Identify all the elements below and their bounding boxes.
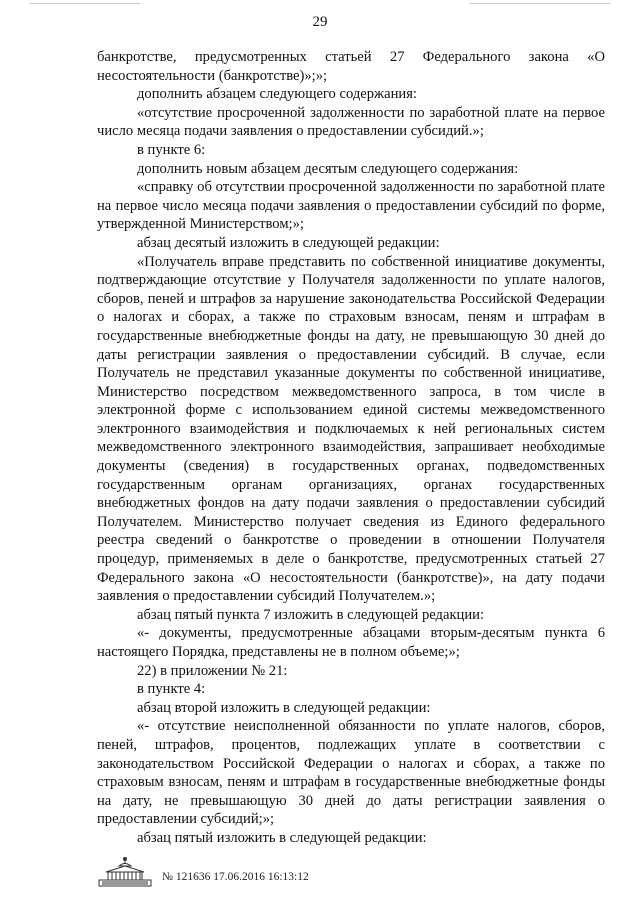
paragraph: 22) в приложении № 21: bbox=[137, 662, 288, 679]
paragraph: абзац пятый изложить в следующей редакции: bbox=[137, 829, 427, 846]
scan-artifact bbox=[470, 3, 610, 4]
government-building-icon bbox=[96, 856, 154, 890]
paragraph: «- отсутствие неисполненной обязанности по уплате налогов, сборов, пеней, штрафов, процентов, подлежащих уплате в соответствии с законодательством Российской Федерации о налогах и сборах, а также по страховым взносам, пеням и штрафам в государственные внебюджетные фонды на дату, не превышающую 30 дней до даты регистрации заявления о предоставлении субсидий;»; bbox=[97, 718, 605, 828]
paragraph: дополнить абзацем следующего содержания: bbox=[137, 86, 417, 103]
paragraph: «- документы, предусмотренные абзацами вторым-десятым пункта 6 настоящего Порядка, представлены не в полном объеме;»; bbox=[97, 625, 605, 660]
paragraph: банкротстве, предусмотренных статьей 27 Федерального закона «О несостоятельности (банкротстве)»;»; bbox=[97, 49, 605, 84]
paragraph: «Получатель вправе представить по собственной инициативе документы, подтверждающие отсутствие у Получателя задолженности по уплате налогов, сборов, пеней и штрафов за нарушение законодательства Российской Федерации о налогах и сборах, а также по страховым взносам, пеням и штрафам в государственные внебюджетные фонды на дату, не превышающую 30 дней до даты регистрации заявления о предоставлении субсидий. В случае, если Получатель не представил указанные документы по собственной инициативе, Министерство посредством межведомственного запроса, в том числе в электронной форме с использованием единой системы межведомственного электронного взаимодействия и подключаемых к ней региональных систем межведомственного электронного взаимодействия, запрашивает необходимые документы (сведения) в государственных органах, подведомственных государственным органам организациях, органах государственных внебюджетных фондов на дату подачи заявления о предоставлении субсидий Получателем. Министерство получает сведения из Единого федерального реестра сведений о банкротстве о проведении в отношении Получателя процедур, применяемых в деле о банкротстве, предусмотренных статьей 27 Федерального закона «О несостоятельности (банкротстве)», на дату подачи заявления о предоставлении субсидий Получателем.»; bbox=[97, 253, 605, 605]
document-footer bbox=[96, 856, 516, 892]
paragraph: «справку об отсутствии просроченной задолженности по заработной плате на первое число месяца подачи заявления о предоставлении субсидий по форме, утвержденной Министерством;»; bbox=[97, 179, 605, 233]
paragraph: «отсутствие просроченной задолженности по заработной плате на первое число месяца подачи заявления о предоставлении субсидий.»; bbox=[97, 104, 605, 140]
scan-artifact bbox=[30, 3, 140, 4]
paragraph: абзац десятый изложить в следующей редакции: bbox=[137, 234, 440, 251]
paragraph: в пункте 4: bbox=[137, 681, 206, 698]
paragraph: в пункте 6: bbox=[137, 141, 206, 158]
page-number: 29 bbox=[312, 14, 328, 30]
paragraph: абзац второй изложить в следующей редакции: bbox=[137, 699, 431, 716]
document-body bbox=[97, 48, 605, 848]
paragraph: дополнить новым абзацем десятым следующего содержания: bbox=[137, 160, 519, 177]
document-registration-number: № 121636 17.06.2016 16:13:12 bbox=[162, 871, 309, 883]
paragraph: абзац пятый пункта 7 изложить в следующей редакции: bbox=[137, 606, 485, 623]
